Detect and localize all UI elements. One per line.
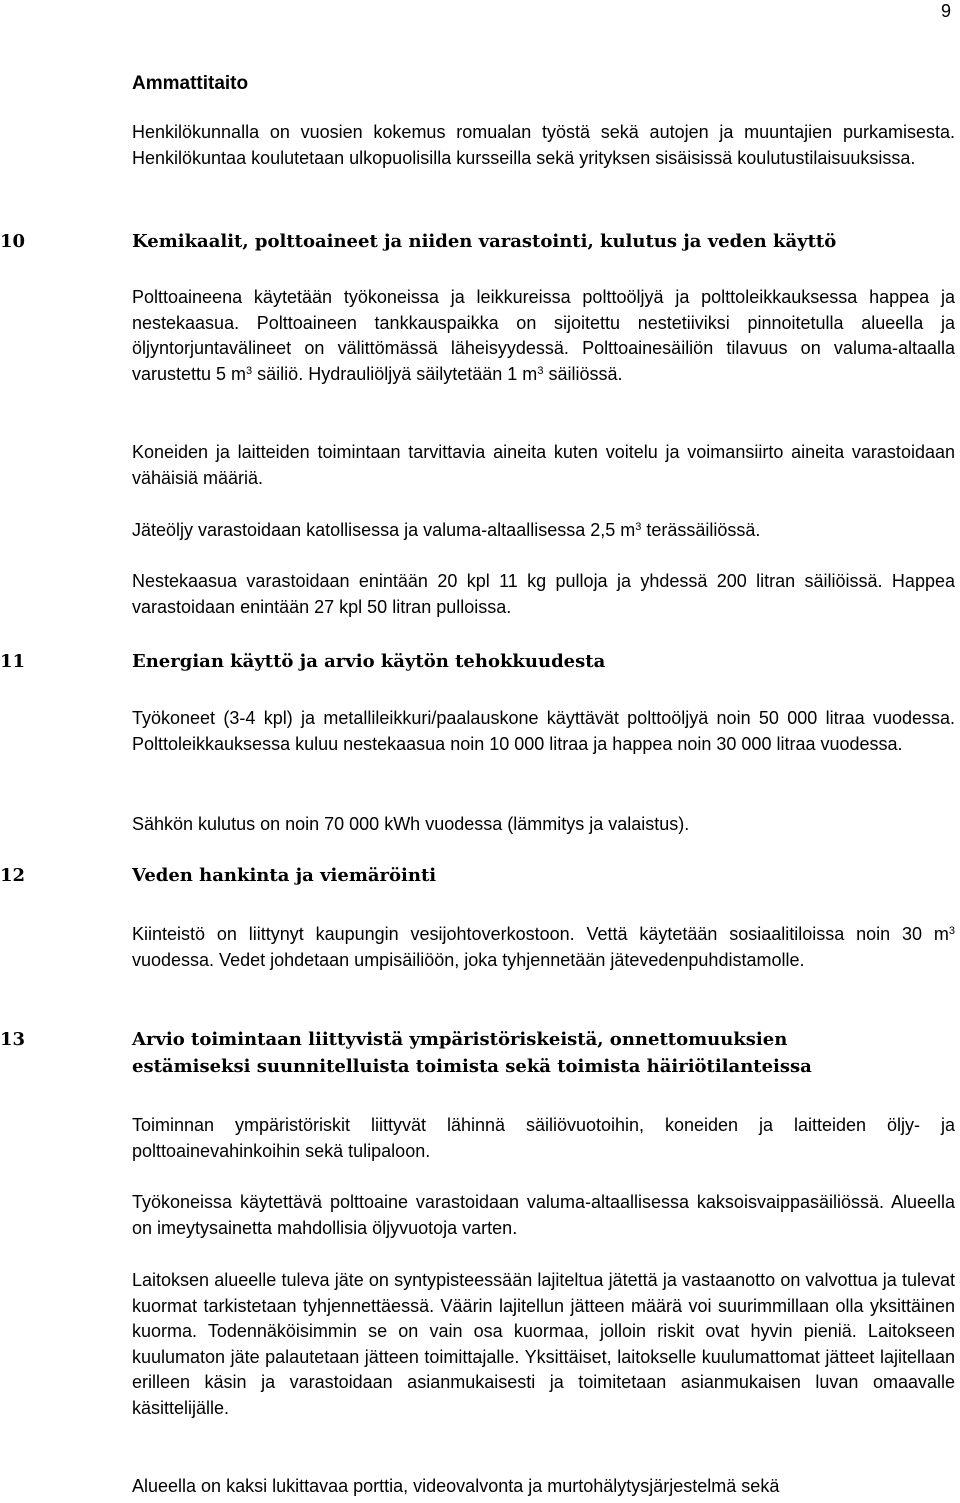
section-10-p1-text-c: säiliössä. <box>543 363 623 384</box>
section-10-title: Kemikaalit, polttoaineet ja niiden varastointi, kulutus ja veden käyttö <box>132 231 837 252</box>
section-11-title: Energian käyttö ja arvio käytön tehokkuudesta <box>132 651 606 672</box>
section-10-p3-text-b: terässäiliössä. <box>641 520 761 540</box>
section-13-number: 13 <box>0 1029 26 1050</box>
section-10-paragraph-3 <box>132 518 955 544</box>
section-11-paragraph-1: Työkoneet (3-4 kpl) ja metallileikkuri/paalauskone käyttävät polttoöljyä noin 50 000 litraa vuodessa. Polttoleikkauksessa kuluu nestekaasua noin 10 000 litraa ja happea noin 30 000 litraa vuodessa. <box>132 708 955 754</box>
ammattitaito-paragraph: Henkilökunnalla on vuosien kokemus romualan työstä sekä autojen ja muuntajien purkamisesta. Henkilökuntaa koulutetaan ulkopuolisilla kursseilla sekä yrityksen sisäisissä koulutustilaisuuksissa. <box>132 122 955 168</box>
section-10-paragraph-2: Koneiden ja laitteiden toimintaan tarvittavia aineita kuten voitelu ja voimansiirto aineita varastoidaan vähäisiä määriä. <box>132 442 955 488</box>
section-12-p1-text-b: vuodessa. Vedet johdetaan umpisäiliöön, joka tyhjennetään jätevedenpuhdistamolle. <box>132 949 805 970</box>
section-10-p1-text-a: Polttoaineena käytetään työkoneissa ja leikkureissa polttoöljyä ja polttoleikkauksessa happea ja nestekaasua. Polttoaineen tankkauspaikka on sijoitettu nestetiiviksi pinnoitetulla alueella ja öljyntorjuntavälineet on välittömässä läheisyydessä. Polttoainesäiliön tilavuus on valuma-altaalla varustettu 5 m <box>132 287 955 384</box>
section-10-p3-text-a: Jäteöljy varastoidaan katollisessa ja valuma-altaallisessa 2,5 m <box>132 520 636 540</box>
ammattitaito-heading: Ammattitaito <box>132 73 249 94</box>
section-12-number: 12 <box>0 865 26 886</box>
section-10-number: 10 <box>0 231 26 252</box>
section-11-paragraph-2: Sähkön kulutus on noin 70 000 kWh vuodessa (lämmitys ja valaistus). <box>132 814 690 834</box>
superscript-3: 3 <box>537 364 544 377</box>
section-13-paragraph-1: Toiminnan ympäristöriskit liittyvät lähinnä säiliövuotoihin, koneiden ja laitteiden öljy- ja polttoainevahinkoihin sekä tulipaloon. <box>132 1115 955 1161</box>
section-10-p1-text-b: säiliö. Hydrauliöljyä säilytetään 1 m <box>252 363 538 384</box>
section-12-title: Veden hankinta ja viemäröinti <box>132 865 437 886</box>
section-12-paragraph-1 <box>132 922 955 973</box>
superscript-3: 3 <box>635 521 642 533</box>
section-13-paragraph-2: Työkoneissa käytettävä polttoaine varastoidaan valuma-altaallisessa kaksoisvaippasäiliössä. Alueella on imeytysainetta mahdollisia öljyvuotoja varten. <box>132 1192 955 1238</box>
section-12-p1-text-a: Kiinteistö on liittynyt kaupungin vesijohtoverkostoon. Vettä käytetään sosiaalitiloissa noin 30 m <box>132 924 949 944</box>
page-number: 9 <box>940 1 951 21</box>
section-13-title: Arvio toimintaan liittyvistä ympäristöriskeistä, onnettomuuksien estämiseksi suunnitelluista toimista sekä toimista häiriötilanteissa <box>132 1029 812 1077</box>
section-13-paragraph-3: Laitoksen alueelle tuleva jäte on syntypisteessään lajiteltua jätettä ja vastaanotto on valvottua ja tulevat kuormat tarkistetaan tyhjennettäessä. Väärin lajitellun jätteen määrä voi suurimmillaan olla yksittäinen kuorma. Todennäköisimmin se on vain osa kuormaa, jolloin riskit ovat hyvin pieniä. Laitokseen kuulumaton jäte palautetaan jätteen toimittajalle. Yksittäiset, laitokselle kuulumattomat jätteet lajitellaan erilleen käsin ja varastoidaan asianmukaisesti ja toimitetaan asianmukaisen luvan omaavalle käsittelijälle. <box>132 1270 955 1418</box>
superscript-3: 3 <box>948 925 955 937</box>
section-11-number: 11 <box>0 651 26 672</box>
section-10-paragraph-1 <box>132 285 955 387</box>
section-13-paragraph-4: Alueella on kaksi lukittavaa porttia, videovalvonta ja murtohälytysjärjestelmä sekä <box>132 1476 780 1496</box>
section-10-paragraph-4: Nestekaasua varastoidaan enintään 20 kpl 11 kg pulloja ja yhdessä 200 litran säiliöissä. Happea varastoidaan enintään 27 kpl 50 litran pulloissa. <box>132 571 955 617</box>
superscript-3: 3 <box>246 364 253 377</box>
